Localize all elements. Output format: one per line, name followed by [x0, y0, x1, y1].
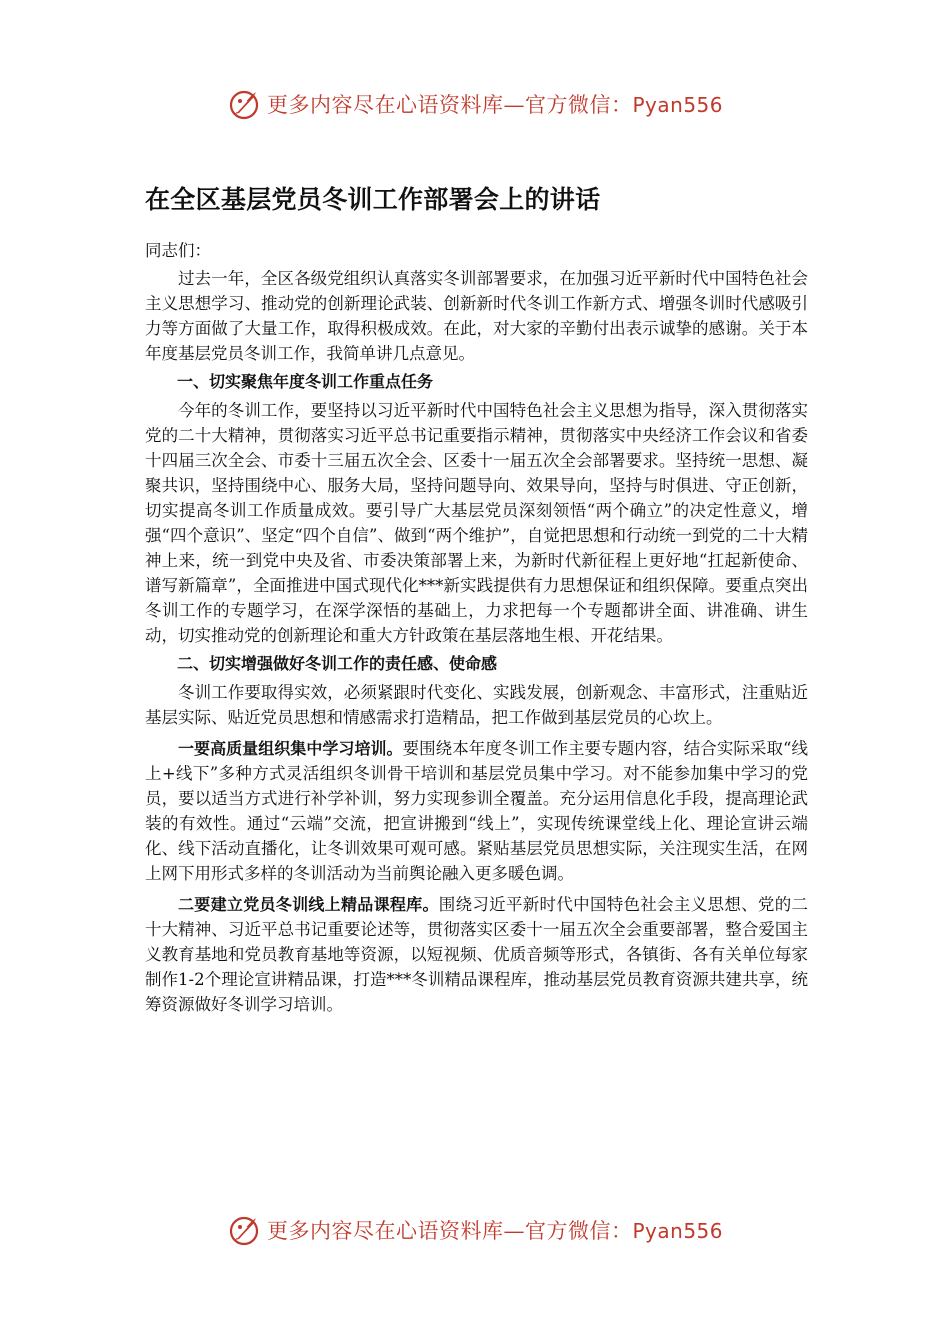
section-2-paragraph: 冬训工作要取得实效，必须紧跟时代变化、实践发展，创新观念、丰富形式，注重贴近基层实际、贴近党员思想和情感需求打造精品，把工作做到基层党员的心坎上。 — [145, 683, 808, 727]
footer-banner — [0, 1210, 950, 1250]
section-1-paragraph: 今年的冬训工作，要坚持以习近平新时代中国特色社会主义思想为指导，深入贯彻落实党的二十大精神，贯彻落实习近平总书记重要指示精神，贯彻落实中央经济工作会议和省委十四届三次全会、市委十三届五次全会、区委十一届五次全会部署要求。坚持统一思想、凝聚共识，坚持围绕中心、服务大局，坚持问题导向、效果导向，坚持与时俱进、守正创新，切实提高冬训工作质量成效。要引导广大基层党员深刻领悟“两个确立”的决定性意义，增强“四个意识”、坚定“四个自信”、做到“两个维护”，自觉把思想和行动统一到党的二十大精神上来，统一到党中央及省、市委决策部署上来，为新时代新征程上更好地“扛起新使命、谱写新篇章”，全面推进中国式现代化***新实践提供有力思想保证和组织保障。要重点突出冬训工作的专题学习，在深学深悟的基础上，力求把每一个专题都讲全面、讲准确、讲生动，切实推动党的创新理论和重大方针政策在基层落地生根、开花结果。 — [145, 401, 808, 645]
point-1-paragraph — [145, 736, 808, 886]
salutation: 同志们： — [145, 241, 211, 260]
document-body — [145, 168, 808, 1017]
banner-text: 更多内容尽在心语资料库—官方微信：Pyan556 — [266, 1219, 723, 1243]
section-2-heading: 二、切实增强做好冬训工作的责任感、使命感 — [177, 654, 498, 673]
document-title: 在全区基层党员冬训工作部署会上的讲话 — [145, 185, 601, 214]
intro-paragraph: 过去一年，全区各级党组织认真落实冬训部署要求，在加强习近平新时代中国特色社会主义思想学习、推动党的创新理论武装、创新新时代冬训工作新方式、增强冬训时代感吸引力等方面做了大量工作，取得积极成效。在此，对大家的辛勤付出表示诚挚的感谢。关于本年度基层党员冬训工作，我简单讲几点意见。 — [145, 269, 808, 363]
point-1-body: 要围绕本年度冬训工作主要专题内容，结合实际采取“线上+线下”多种方式灵活组织冬训骨干培训和基层党员集中学习。对不能参加集中学习的党员，要以适当方式进行补学补训，努力实现参训全覆盖。充分运用信息化手段，提高理论武装的有效性。通过“云端”交流，把宣讲搬到“线上”，实现传统课堂线上化、理论宣讲云端化、线下活动直播化，让冬训效果可观可感。紧贴基层党员思想实际，关注现实生活，在网上网下用形式多样的冬训活动为当前舆论融入更多暖色调。 — [145, 739, 808, 883]
point-2-paragraph — [145, 892, 808, 1017]
section-1-heading: 一、切实聚焦年度冬训工作重点任务 — [177, 372, 434, 391]
point-1-lead: 一要高质量组织集中学习培训。 — [178, 739, 403, 758]
point-2-lead: 二要建立党员冬训线上精品课程库。 — [178, 895, 439, 914]
quill-logo-icon — [227, 86, 263, 122]
banner-text: 更多内容尽在心语资料库—官方微信：Pyan556 — [266, 93, 723, 117]
header-banner — [0, 84, 950, 124]
point-2-body: 围绕习近平新时代中国特色社会主义思想、党的二十大精神、习近平总书记重要论述等，贯彻落实区委十一届五次全会重要部署，整合爱国主义教育基地和党员教育基地等资源，以短视频、优质音频等形式，各镇街、各有关单位每家制作1-2个理论宣讲精品课，打造***冬训精品课程库，推动基层党员教育资源共建共享，统筹资源做好冬训学习培训。 — [145, 895, 808, 1014]
quill-logo-icon — [227, 1212, 263, 1248]
